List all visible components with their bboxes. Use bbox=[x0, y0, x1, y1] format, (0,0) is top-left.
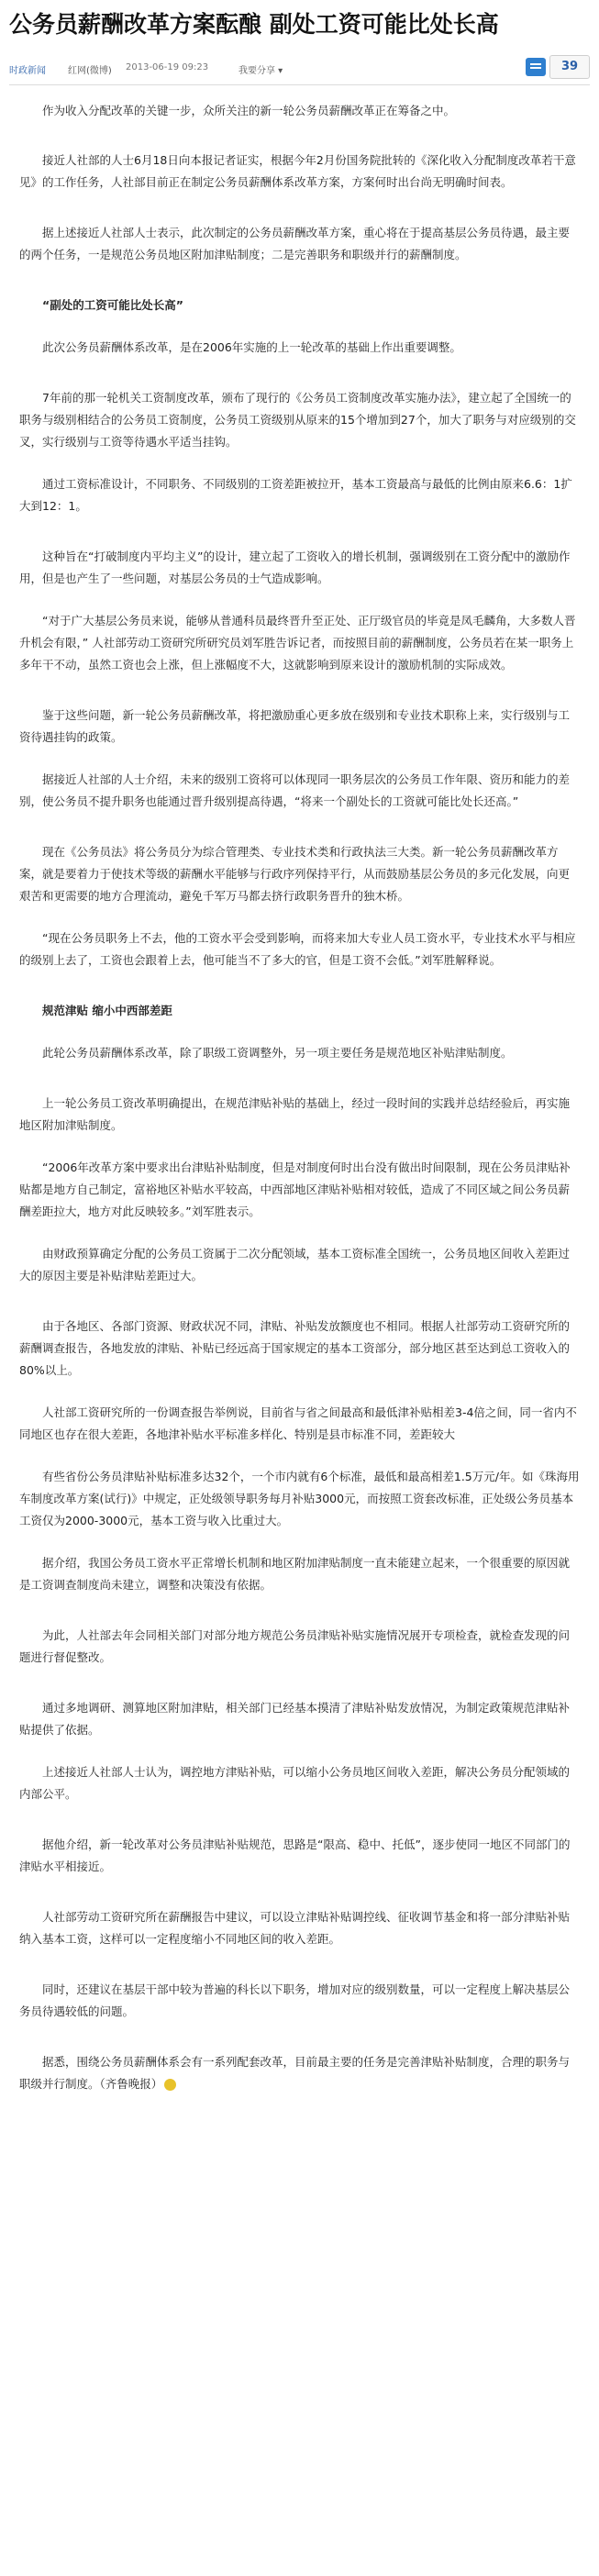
share-button[interactable] bbox=[238, 62, 283, 76]
article-paragraph: 由财政预算确定分配的公务员工资属于二次分配领域，基本工资标准全国统一，公务员地区间收入差距过大的原因主要是补贴津贴差距过大。 bbox=[19, 1247, 571, 1282]
article-paragraph: 人社部工资研究所的一份调查报告举例说，目前省与省之间最高和最低津补贴相差3-4倍之间，同一省内不同地区也存在很大差距，各地津补贴水平标准多样化、特别是县市标准不同，差距较大 bbox=[19, 1405, 577, 1441]
article-paragraph: 上一轮公务员工资改革明确提出，在规范津贴补贴的基础上，经过一段时间的实践并总结经验后，再实施地区附加津贴制度。 bbox=[19, 1096, 571, 1132]
comment-count: 39 bbox=[549, 55, 590, 79]
article-paragraph: 这种旨在“打破制度内平均主义”的设计，建立起了工资收入的增长机制，强调级别在工资分配中的激励作用，但是也产生了一些问题，对基层公务员的士气造成影响。 bbox=[19, 550, 571, 585]
source-link[interactable]: 时政新闻 bbox=[9, 66, 46, 76]
article-paragraph: “对于广大基层公务员来说，能够从普通科员最终晋升至正处、正厅级官员的毕竟是凤毛麟角，大多数人晋升机会有限，” 人社部劳动工资研究所研究员刘军胜告诉记者，而按照目前的薪酬制度，公务员若在某一职务上多年干不动，虽然工资也会上涨，但上涨幅度不大，这就影响到原来设计的激励机制的实际成效。 bbox=[19, 614, 576, 672]
article-paragraph: 鉴于这些问题，新一轮公务员薪酬改革，将把激励重心更多放在级别和专业技术职称上来，实行级别与工资待遇挂钩的政策。 bbox=[19, 708, 571, 744]
article-paragraph: 此轮公务员薪酬体系改革，除了职级工资调整外，另一项主要任务是规范地区补贴津贴制度。 bbox=[42, 1046, 513, 1060]
article-paragraph: 为此，人社部去年会同相关部门对部分地方规范公务员津贴补贴实施情况展开专项检查，就检查发现的问题进行督促整改。 bbox=[19, 1628, 571, 1664]
article-body bbox=[0, 100, 599, 2095]
article-paragraph: 作为收入分配改革的关键一步，众所关注的新一轮公务员薪酬改革正在筹备之中。 bbox=[42, 104, 456, 117]
author-link[interactable]: 红网(微博) bbox=[68, 66, 112, 76]
comment-button[interactable] bbox=[526, 55, 590, 79]
article-paragraph: 据介绍，我国公务员工资水平正常增长机制和地区附加津贴制度一直未能建立起来，一个很重要的原因就是工资调查制度尚未建立，调整和决策没有依据。 bbox=[19, 1556, 571, 1592]
article-paragraph: “2006年改革方案中要求出台津贴补贴制度，但是对制度何时出台没有做出时间限制，现在公务员津贴补贴都是地方自己制定，富裕地区补贴水平较高，中西部地区津贴补贴相对较低，造成了不同区域之间公务员薪酬差距拉大，地方对此反映较多。”刘军胜表示。 bbox=[19, 1160, 571, 1218]
publish-time: 2013-06-19 09:23 bbox=[126, 62, 209, 72]
article-paragraph: 据他介绍，新一轮改革对公务员津贴补贴规范，思路是“限高、稳中、托低”，逐步使同一地区不同部门的津贴水平相接近。 bbox=[19, 1838, 571, 1873]
article-paragraph: 通过工资标准设计，不同职务、不同级别的工资差距被拉开，基本工资最高与最低的比例由原来6.6：1扩大到12：1。 bbox=[19, 477, 572, 513]
article-paragraph: 由于各地区、各部门资源、财政状况不同，津贴、补贴发放额度也不相同。根据人社部劳动工资研究所的薪酬调查报告，各地发放的津贴、补贴已经远高于国家规定的基本工资部分，部分地区甚至达到总工资收入的80%以上。 bbox=[19, 1319, 571, 1377]
article-paragraph: “现在公务员职务上不去，他的工资水平会受到影响，而将来加大专业人员工资水平，专业技术水平与相应的级别上去了，工资也会跟着上去，他可能当不了多大的官，但是工资不会低。”刘军胜解释说。 bbox=[19, 931, 576, 967]
article-title: 公务员薪酬改革方案酝酿 副处工资可能比处长高 bbox=[9, 11, 499, 38]
article-paragraph: 此次公务员薪酬体系改革，是在2006年实施的上一轮改革的基础上作出重要调整。 bbox=[42, 340, 461, 354]
article-paragraph: 通过多地调研、测算地区附加津贴，相关部门已经基本摸清了津贴补贴发放情况，为制定政策规范津贴补贴提供了依据。 bbox=[19, 1701, 571, 1737]
article-paragraph: 据悉，围绕公务员薪酬体系会有一系列配套改革，目前最主要的任务是完善津贴补贴制度，合理的职务与职级并行制度。（齐鲁晚报） bbox=[19, 2055, 571, 2091]
article-paragraph: 同时，还建议在基层干部中较为普遍的科长以下职务，增加对应的级别数量，可以一定程度上解决基层公务员待遇较低的问题。 bbox=[19, 1982, 571, 2018]
article-paragraph: 有些省份公务员津贴补贴标准多达32个，一个市内就有6个标准，最低和最高相差1.5万元/年。如《珠海用车制度改革方案(试行)》中规定，正处级领导职务每月补贴3000元，而按照工资套改标准，正处级公务员基本工资仅为2000-3000元，基本工资与收入比重过大。 bbox=[19, 1470, 580, 1527]
comment-icon bbox=[526, 58, 546, 76]
article-paragraph: 人社部劳动工资研究所在薪酬报告中建议，可以设立津贴补贴调控线、征收调节基金和将一部分津贴补贴纳入基本工资，这样可以一定程度缩小不同地区间的收入差距。 bbox=[19, 1910, 571, 1946]
source-logo-icon bbox=[164, 2079, 176, 2091]
article-meta-bar bbox=[9, 51, 590, 85]
article-paragraph: 上述接近人社部人士认为，调控地方津贴补贴，可以缩小公务员地区间收入差距，解决公务员分配领域的内部公平。 bbox=[19, 1765, 571, 1801]
article-paragraph: 据上述接近人社部人士表示，此次制定的公务员薪酬改革方案，重心将在于提高基层公务员待遇，最主要的两个任务，一是规范公务员地区附加津贴制度；二是完善职务和职级并行的薪酬制度。 bbox=[19, 226, 571, 261]
chevron-down-icon: ▾ bbox=[275, 66, 283, 76]
article-paragraph: 现在《公务员法》将公务员分为综合管理类、专业技术类和行政执法三大类。新一轮公务员薪酬改革方案，就是要着力于使技术等级的薪酬水平能够与行政序列保持平行，从而鼓励基层公务员的多元化发展，向更艰苦和更需要的地方合理流动，避免千军万马都去挤行政职务晋升的独木桥。 bbox=[19, 845, 571, 903]
article-paragraph: 7年前的那一轮机关工资制度改革，颁布了现行的《公务员工资制度改革实施办法》，建立起了全国统一的职务与级别相结合的公务员工资制度，公务员工资级别从原来的15个增加到27个，加大了职务与对应级别的交叉，实行级别与工资等待遇水平适当挂钩。 bbox=[19, 391, 576, 449]
section-heading: “副处的工资可能比处长高” bbox=[42, 298, 183, 312]
article-paragraph: 接近人社部的人士6月18日向本报记者证实，根据今年2月份国务院批转的《深化收入分配制度改革若干意见》的工作任务，人社部目前正在制定公务员薪酬体系改革方案，方案何时出台尚无明确时间表。 bbox=[19, 153, 576, 189]
section-heading: 规范津贴 缩小中西部差距 bbox=[42, 1004, 172, 1017]
article-paragraph: 据接近人社部的人士介绍，未来的级别工资将可以体现同一职务层次的公务员工作年限、资历和能力的差别，使公务员不提升职务也能通过晋升级别提高待遇，“将来一个副处长的工资就可能比处长还高。” bbox=[19, 772, 571, 808]
share-label: 我要分享 bbox=[238, 66, 275, 76]
